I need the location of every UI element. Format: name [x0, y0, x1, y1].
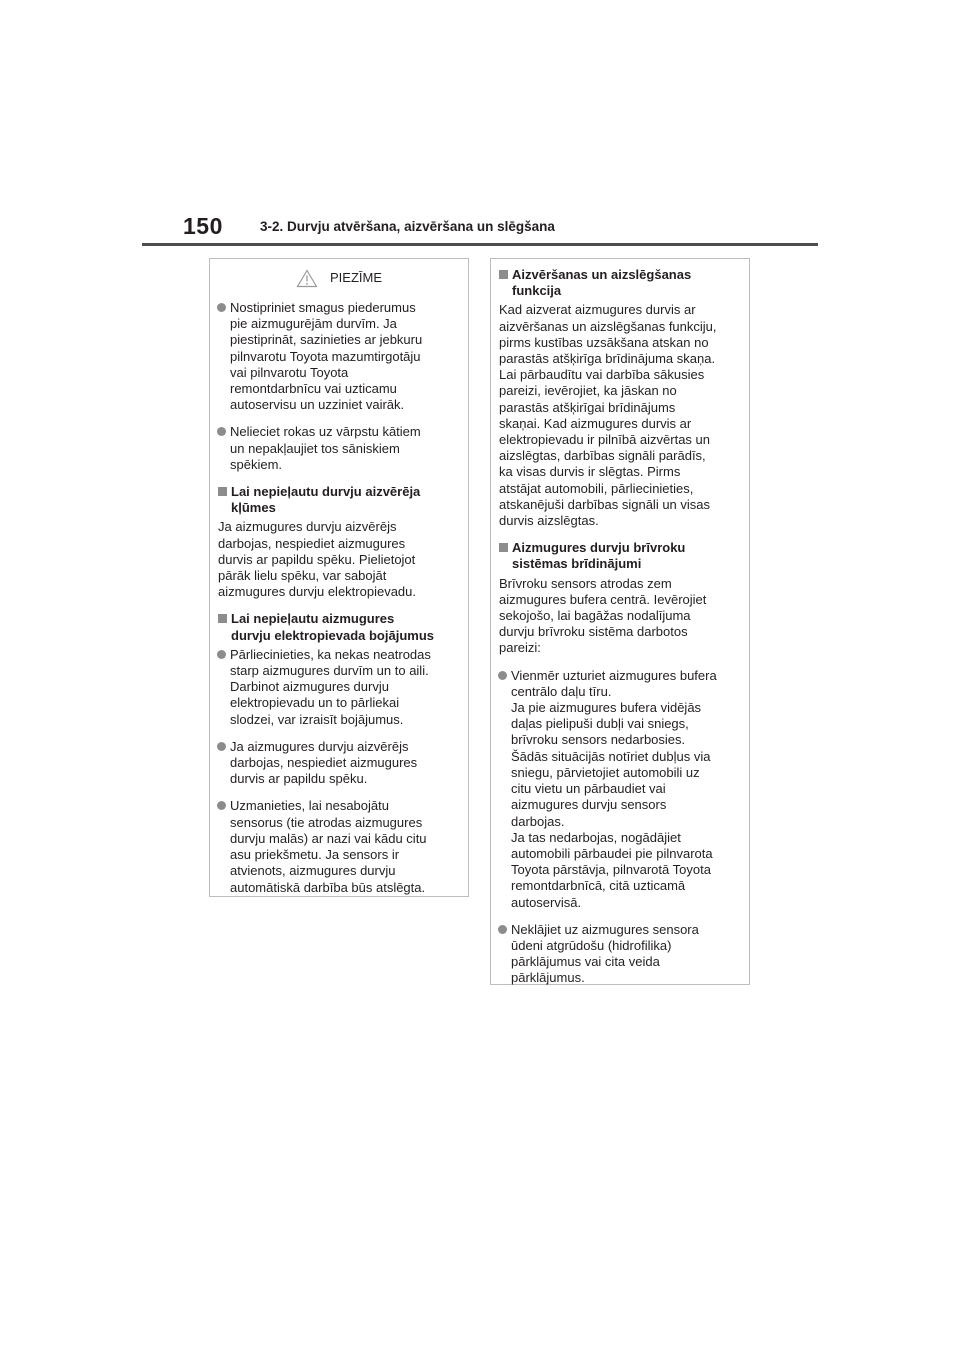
- text-line: elektropievadu un to pārliekai: [230, 695, 400, 711]
- text-line: Darbinot aizmugures durvju: [230, 679, 389, 695]
- text-lines: [511, 922, 741, 987]
- text-line: durvju malās) ar nazi vai kādu citu: [230, 830, 427, 846]
- header-divider: [142, 243, 818, 246]
- text-line: Ja pie aizmugures bufera vidējās: [511, 700, 702, 716]
- text-line: durvis ar papildu spēku.: [230, 771, 368, 787]
- text-line: atstājat automobili, pārliecinieties,: [499, 480, 694, 496]
- text-line: aizslēgtas, darbības signāli parādīs,: [499, 448, 706, 464]
- text-lines: [230, 424, 460, 473]
- text-line: sistēmas brīdinājumi: [512, 556, 642, 572]
- note-box: [209, 258, 469, 897]
- text-lines: [499, 576, 741, 657]
- square-bullet-icon: [499, 543, 508, 552]
- text-line: Uzmanieties, lai nesabojātu: [230, 798, 389, 814]
- square-bullet-icon: [218, 487, 227, 496]
- square-bullet-icon: [218, 614, 227, 623]
- text-line: Kad aizverat aizmugures durvis ar: [499, 302, 696, 318]
- text-line: citu vietu un pārbaudiet vai: [511, 781, 666, 797]
- text-line: pārklājumus vai cita veida: [511, 954, 660, 970]
- text-line: Lai pārbaudītu vai darbība sākusies: [499, 367, 705, 383]
- text-line: slodzei, var izraisīt bojājumus.: [230, 711, 404, 727]
- bullet-item: [218, 300, 460, 413]
- square-bullet-icon: [499, 270, 508, 279]
- text-line: pilnvarotu Toyota mazumtirgotāju: [230, 348, 421, 364]
- bullet-item: [218, 424, 460, 473]
- text-lines: [218, 519, 460, 600]
- text-line: Lai nepieļautu durvju aizvērēja: [231, 484, 421, 500]
- section-heading: [499, 540, 741, 572]
- bullet-item: [218, 798, 460, 895]
- text-line: Aizvēršanas un aizslēgšanas: [512, 267, 692, 282]
- section-heading: [218, 484, 460, 516]
- text-line: atskanējuši darbības signāli un visas: [499, 496, 711, 512]
- text-line: aizmugures durvju elektropievadu.: [218, 584, 416, 600]
- text-line: Ja tas nedarbojas, nogādājiet: [511, 829, 681, 845]
- text-line: Nostipriniet smagus piederumus: [230, 300, 416, 315]
- text-line: darbojas, nespiediet aizmugures: [230, 755, 418, 771]
- bullet-dot-icon: [217, 303, 226, 312]
- bullet-dot-icon: [217, 742, 226, 751]
- text-line: centrālo daļu tīru.: [511, 683, 612, 699]
- text-line: Neklājiet uz aizmugures sensora: [511, 921, 699, 937]
- paragraph: [218, 519, 460, 600]
- text-line: darbojas, nespiediet aizmugures: [218, 535, 406, 551]
- text-line: starp aizmugures durvīm un to aili.: [230, 663, 429, 679]
- text-line: Nelieciet rokas uz vārpstu kātiem: [230, 424, 421, 440]
- bullet-dot-icon: [217, 801, 226, 810]
- text-line: asu priekšmetu. Ja sensors ir: [230, 847, 400, 863]
- text-lines: [230, 647, 460, 728]
- bullet-item: [218, 647, 460, 728]
- section-title: 3-2. Durvju atvēršana, aizvēršana un slēgšana: [260, 219, 555, 234]
- text-line: ka visas durvis ir slēgtas. Pirms: [499, 464, 681, 480]
- text-line: aizvēršanas un aizslēgšanas funkciju,: [499, 318, 717, 334]
- text-line: sniegu, pārvietojiet automobili uz: [511, 764, 700, 780]
- text-line: autoservisu un uzziniet vairāk.: [230, 397, 405, 413]
- text-line: remontdarbnīcā, citā uzticamā: [511, 878, 686, 894]
- text-line: un nepakļaujiet tos sāniskiem: [230, 440, 400, 456]
- text-line: aizmugures durvju sensors: [511, 797, 667, 813]
- info-box: [490, 258, 750, 985]
- text-line: parastās atšķirīgai brīdinājums: [499, 399, 676, 415]
- section-heading: [218, 611, 460, 643]
- text-line: autoservisā.: [511, 894, 582, 910]
- bullet-dot-icon: [217, 650, 226, 659]
- note-content: [218, 300, 460, 896]
- text-line: kļūmes: [231, 500, 276, 516]
- bullet-item: [499, 922, 741, 987]
- info-content: [499, 267, 741, 987]
- text-line: Ja aizmugures durvju aizvērējs: [218, 519, 397, 535]
- text-line: funkcija: [512, 283, 562, 299]
- page-number: 150: [183, 213, 223, 239]
- text-line: piestiprināt, sazinieties ar jebkuru: [230, 332, 423, 348]
- text-lines: [230, 300, 460, 413]
- text-lines: [230, 798, 460, 895]
- text-line: spēkiem.: [230, 456, 283, 472]
- text-line: elektropievadu ir pilnībā aizvērtas un: [499, 432, 711, 448]
- paragraph: [499, 576, 741, 657]
- text-line: atvienots, aizmugures durvju: [230, 863, 396, 879]
- text-line: Vienmēr uzturiet aizmugures bufera: [511, 667, 717, 683]
- text-line: Toyota pārstāvja, pilnvarotā Toyota: [511, 862, 711, 878]
- text-lines: [499, 302, 741, 529]
- text-line: Ja aizmugures durvju aizvērējs: [230, 738, 409, 754]
- bullet-dot-icon: [498, 925, 507, 934]
- text-line: pirms kustības uzsākšana atskan no: [499, 334, 709, 350]
- warning-triangle-icon: [296, 269, 318, 288]
- text-lines: [231, 611, 460, 643]
- text-line: pareizi:: [499, 640, 541, 656]
- text-line: skaņai. Kad aizmugures durvis ar: [499, 415, 692, 431]
- text-line: Pārliecinieties, ka nekas neatrodas: [230, 646, 431, 662]
- text-lines: [512, 540, 741, 572]
- section-heading: [499, 267, 741, 299]
- text-line: durvis aizslēgtas.: [499, 513, 599, 529]
- text-line: aizmugures bufera centrā. Ievērojiet: [499, 591, 707, 607]
- text-line: vai pilnvarotu Toyota: [230, 364, 349, 380]
- text-line: pārāk lielu spēku, var sabojāt: [218, 568, 387, 584]
- text-line: pārklājumus.: [511, 970, 585, 986]
- text-line: automobili pārbaudei pie pilnvarota: [511, 845, 713, 861]
- text-line: parastās atšķirīga brīdinājuma skaņa.: [499, 351, 716, 367]
- text-lines: [511, 668, 741, 911]
- note-header: [218, 269, 460, 288]
- text-line: durvis ar papildu spēku. Pielietojot: [218, 551, 416, 567]
- text-line: durvju brīvroku sistēma darbotos: [499, 624, 688, 640]
- text-line: pie aizmugurējām durvīm. Ja: [230, 316, 397, 332]
- text-line: automātiskā darbība būs atslēgta.: [230, 879, 426, 895]
- bullet-item: [218, 739, 460, 788]
- text-lines: [512, 267, 741, 299]
- text-line: brīvroku sensors nedarbosies.: [511, 732, 686, 748]
- paragraph: [499, 302, 741, 529]
- text-line: remontdarbnīcu vai uzticamu: [230, 381, 397, 397]
- text-line: sekojošo, lai bagāžas nodalījuma: [499, 608, 691, 624]
- text-line: Brīvroku sensors atrodas zem: [499, 575, 672, 591]
- text-lines: [230, 739, 460, 788]
- text-line: Šādās situācijās notīriet dubļus via: [511, 748, 711, 764]
- text-line: pareizi, ievērojiet, ka jāskan no: [499, 383, 677, 399]
- note-label: PIEZĪME: [329, 269, 382, 285]
- text-line: darbojas.: [511, 813, 565, 829]
- text-line: ūdeni atgrūdošu (hidrofilika): [511, 937, 672, 953]
- text-line: Aizmugures durvju brīvroku: [512, 540, 686, 556]
- bullet-item: [499, 668, 741, 911]
- bullet-dot-icon: [217, 427, 226, 436]
- text-line: durvju elektropievada bojājumus: [231, 627, 434, 643]
- text-line: Lai nepieļautu aizmugures: [231, 611, 395, 627]
- text-lines: [231, 484, 460, 516]
- text-line: daļas pielipuši dubļi vai sniegs,: [511, 716, 689, 732]
- bullet-dot-icon: [498, 671, 507, 680]
- text-line: sensorus (tie atrodas aizmugures: [230, 814, 423, 830]
